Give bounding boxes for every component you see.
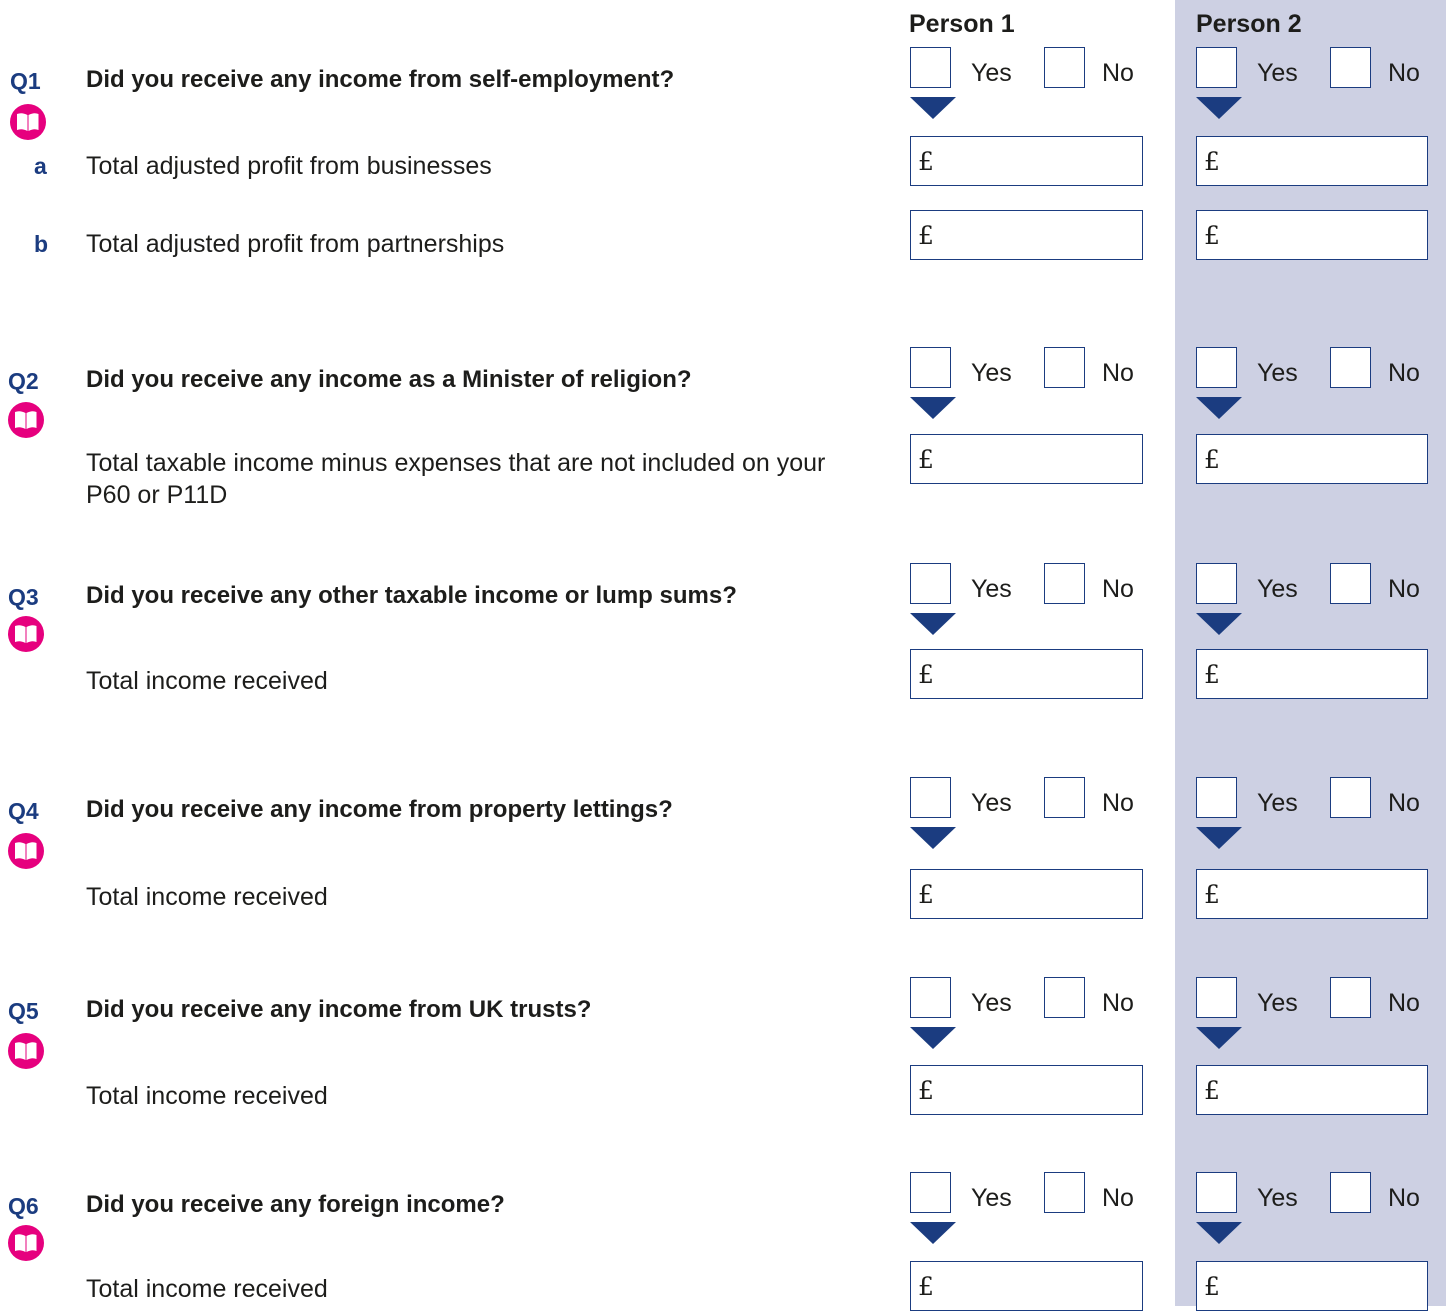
person1-yes-no-group: [910, 977, 1180, 1037]
person1-yes-no-group: [910, 777, 1180, 837]
no-label: No: [1388, 1184, 1420, 1212]
person2-no-checkbox[interactable]: [1330, 563, 1371, 604]
no-label: No: [1102, 575, 1134, 603]
question-number: Q3: [8, 584, 39, 610]
person2-yes-no-group: [1196, 977, 1446, 1037]
pound-sign: £: [1204, 660, 1220, 689]
yes-label: Yes: [971, 1184, 1012, 1212]
person2-no-checkbox[interactable]: [1330, 47, 1371, 88]
pound-sign: £: [1204, 1076, 1220, 1105]
person2-yes-checkbox[interactable]: [1196, 977, 1237, 1018]
no-label: No: [1388, 59, 1420, 87]
person2-amount-field[interactable]: [1196, 210, 1428, 260]
person1-yes-no-group: [910, 563, 1180, 623]
no-label: No: [1102, 1184, 1134, 1212]
person2-yes-no-group: [1196, 47, 1446, 107]
down-arrow-icon: [910, 397, 956, 419]
no-label: No: [1102, 789, 1134, 817]
person1-amount-field[interactable]: [910, 210, 1143, 260]
person1-amount-field[interactable]: [910, 869, 1143, 919]
person1-no-checkbox[interactable]: [1044, 777, 1085, 818]
no-label: No: [1388, 989, 1420, 1017]
person2-amount-field[interactable]: [1196, 136, 1428, 186]
person2-amount-field[interactable]: [1196, 1261, 1428, 1311]
person1-amount-field[interactable]: [910, 1065, 1143, 1115]
down-arrow-icon: [910, 1222, 956, 1244]
pound-sign: £: [1204, 221, 1220, 250]
down-arrow-icon: [1196, 1222, 1242, 1244]
person1-amount-field[interactable]: [910, 434, 1143, 484]
book-icon[interactable]: [10, 104, 46, 140]
pound-sign: £: [918, 880, 934, 909]
pound-sign: £: [918, 1076, 934, 1105]
down-arrow-icon: [910, 613, 956, 635]
pound-sign: £: [918, 147, 934, 176]
question-text: Did you receive any income from self-employment?: [86, 66, 675, 93]
no-label: No: [1388, 789, 1420, 817]
person2-yes-no-group: [1196, 1172, 1446, 1232]
question-number: Q4: [8, 798, 39, 824]
pound-sign: £: [918, 1272, 934, 1301]
down-arrow-icon: [910, 97, 956, 119]
question-text: Did you receive any income as a Minister of religion?: [86, 366, 692, 393]
person2-amount-field[interactable]: [1196, 869, 1428, 919]
question-number: Q5: [8, 998, 39, 1024]
book-icon[interactable]: [8, 1225, 44, 1261]
down-arrow-icon: [1196, 613, 1242, 635]
person2-yes-no-group: [1196, 777, 1446, 837]
person2-no-checkbox[interactable]: [1330, 1172, 1371, 1213]
book-icon[interactable]: [8, 616, 44, 652]
person2-yes-checkbox[interactable]: [1196, 563, 1237, 604]
person2-yes-checkbox[interactable]: [1196, 347, 1237, 388]
question-text: Did you receive any income from UK trusts?: [86, 996, 592, 1023]
person1-yes-checkbox[interactable]: [910, 777, 951, 818]
person1-yes-checkbox[interactable]: [910, 47, 951, 88]
question-number: Q2: [8, 368, 39, 394]
person1-column-header: Person 1: [909, 10, 1015, 38]
person2-amount-field[interactable]: [1196, 649, 1428, 699]
yes-label: Yes: [971, 989, 1012, 1017]
no-label: No: [1388, 575, 1420, 603]
sub-item-text: Total taxable income minus expenses that are not included on your P60 or P11D: [86, 449, 826, 509]
person2-amount-field[interactable]: [1196, 1065, 1428, 1115]
yes-label: Yes: [971, 359, 1012, 387]
sub-item-text: Total adjusted profit from partnerships: [86, 230, 505, 258]
down-arrow-icon: [1196, 827, 1242, 849]
down-arrow-icon: [910, 827, 956, 849]
person1-yes-checkbox[interactable]: [910, 563, 951, 604]
pound-sign: £: [1204, 445, 1220, 474]
sub-item-text: Total income received: [86, 883, 328, 911]
yes-label: Yes: [971, 59, 1012, 87]
person1-amount-field[interactable]: [910, 1261, 1143, 1311]
person2-yes-checkbox[interactable]: [1196, 47, 1237, 88]
sub-item-text: Total income received: [86, 667, 328, 695]
no-label: No: [1388, 359, 1420, 387]
sub-item-label: b: [34, 231, 49, 257]
person1-no-checkbox[interactable]: [1044, 47, 1085, 88]
person1-yes-checkbox[interactable]: [910, 347, 951, 388]
book-icon[interactable]: [8, 402, 44, 438]
pound-sign: £: [918, 660, 934, 689]
yes-label: Yes: [1257, 989, 1298, 1017]
question-text: Did you receive any income from property lettings?: [86, 796, 673, 823]
yes-label: Yes: [1257, 575, 1298, 603]
person2-no-checkbox[interactable]: [1330, 977, 1371, 1018]
person2-yes-checkbox[interactable]: [1196, 1172, 1237, 1213]
yes-label: Yes: [971, 789, 1012, 817]
person2-yes-no-group: [1196, 347, 1446, 407]
down-arrow-icon: [1196, 397, 1242, 419]
pound-sign: £: [1204, 147, 1220, 176]
question-text: Did you receive any foreign income?: [86, 1191, 505, 1218]
person1-no-checkbox[interactable]: [1044, 977, 1085, 1018]
yes-label: Yes: [1257, 789, 1298, 817]
person2-amount-field[interactable]: [1196, 434, 1428, 484]
down-arrow-icon: [910, 1027, 956, 1049]
person1-yes-checkbox[interactable]: [910, 977, 951, 1018]
yes-label: Yes: [971, 575, 1012, 603]
no-label: No: [1102, 359, 1134, 387]
person1-yes-no-group: [910, 347, 1180, 407]
person1-amount-field[interactable]: [910, 136, 1143, 186]
pound-sign: £: [918, 221, 934, 250]
question-text: Did you receive any other taxable income or lump sums?: [86, 582, 737, 609]
person2-no-checkbox[interactable]: [1330, 347, 1371, 388]
book-icon[interactable]: [8, 1033, 44, 1069]
down-arrow-icon: [1196, 1027, 1242, 1049]
pound-sign: £: [1204, 880, 1220, 909]
question-number: Q6: [8, 1193, 39, 1219]
sub-item-text: Total adjusted profit from businesses: [86, 152, 492, 180]
yes-label: Yes: [1257, 1184, 1298, 1212]
pound-sign: £: [918, 445, 934, 474]
book-icon[interactable]: [8, 833, 44, 869]
person2-yes-checkbox[interactable]: [1196, 777, 1237, 818]
person1-yes-checkbox[interactable]: [910, 1172, 951, 1213]
sub-item-label: a: [34, 153, 47, 179]
person1-yes-no-group: [910, 1172, 1180, 1232]
yes-label: Yes: [1257, 59, 1298, 87]
yes-label: Yes: [1257, 359, 1298, 387]
person1-yes-no-group: [910, 47, 1180, 107]
person1-no-checkbox[interactable]: [1044, 563, 1085, 604]
person2-no-checkbox[interactable]: [1330, 777, 1371, 818]
question-number: Q1: [10, 68, 41, 94]
pound-sign: £: [1204, 1272, 1220, 1301]
no-label: No: [1102, 989, 1134, 1017]
person1-no-checkbox[interactable]: [1044, 1172, 1085, 1213]
person1-no-checkbox[interactable]: [1044, 347, 1085, 388]
no-label: No: [1102, 59, 1134, 87]
person1-amount-field[interactable]: [910, 649, 1143, 699]
sub-item-text: Total income received: [86, 1275, 328, 1303]
person2-column-header: Person 2: [1196, 10, 1302, 38]
sub-item-text: Total income received: [86, 1082, 328, 1110]
person2-yes-no-group: [1196, 563, 1446, 623]
down-arrow-icon: [1196, 97, 1242, 119]
